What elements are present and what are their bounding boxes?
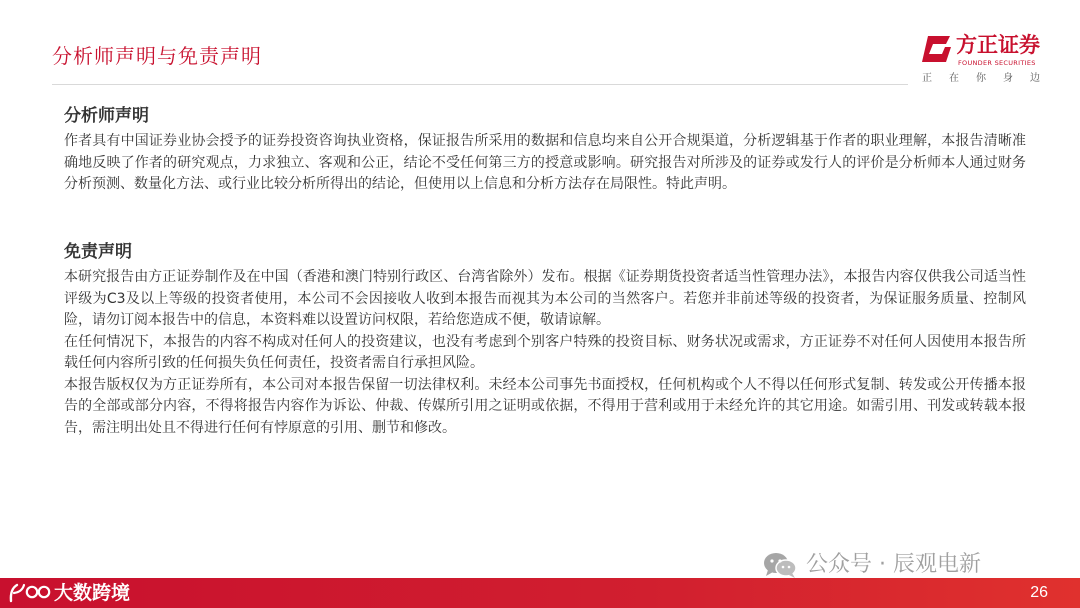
header-divider	[52, 84, 908, 85]
wechat-watermark	[762, 548, 1052, 582]
disclaimer-paragraph: 本研究报告由方正证券制作及在中国（香港和澳门特别行政区、台湾省除外）发布。根据《证券期货投资者适当性管理办法》，本报告内容仅供我公司适当性评级为C3及以上等级的投资者使用，本公司不会因接收人收到本报告而视其为本公司的当然客户。若您并非前述等级的投资者，为保证服务质量、控制风险，请勿订阅本报告中的信息，本资料难以设置访问权限，若给您造成不便，敬请谅解。	[64, 269, 1026, 328]
logo-english-name: FOUNDER SECURITIES	[958, 59, 1036, 67]
disclaimer-paragraph: 在任何情况下，本报告的内容不构成对任何人的投资建议，也没有考虑到个别客户特殊的投资目标、财务状况或需求，方正证券不对任何人因使用本报告所载任何内容所引致的任何损失负任何责任，投资者需自行承担风险。	[64, 333, 1026, 371]
analyst-statement-body	[64, 131, 1026, 196]
disclaimer-body	[64, 267, 1026, 439]
watermark-text: 公众号 · 辰观电新	[806, 552, 981, 577]
dashujingjing-logo-icon	[8, 581, 52, 605]
founder-securities-logo	[918, 28, 1058, 90]
disclaimer-paragraph: 本报告版权仅为方正证券所有，本公司对本报告保留一切法律权利。未经本公司事先书面授权，任何机构或个人不得以任何形式复制、转发或公开传播本报告的全部或部分内容，不得将报告内容作为诉讼、仲裁、传媒所引用之证明或依据，不得用于营利或用于未经允许的其它用途。如需引用、刊发或转载本报告，需注明出处且不得进行任何有悖原意的引用、删节和修改。	[64, 376, 1026, 436]
wechat-icon	[762, 551, 798, 579]
logo-slogan: 正在你身边	[922, 73, 1050, 84]
footer-brand	[8, 580, 178, 606]
logo-name: 方正证券	[956, 33, 1040, 57]
page-title: 分析师声明与免责声明	[52, 44, 262, 68]
analyst-statement-paragraph: 作者具有中国证券业协会授予的证券投资咨询执业资格，保证报告所采用的数据和信息均来自公开合规渠道，分析逻辑基于作者的职业理解，本报告清晰准确地反映了作者的研究观点，力求独立、客观和公正，结论不受任何第三方的授意或影响。研究报告对所涉及的证券或发行人的评价是分析师本人通过财务分析预测、数量化方法、或行业比较分析所得出的结论，但使用以上信息和分析方法存在局限性。特此声明。	[64, 133, 1026, 192]
analyst-statement-heading: 分析师声明	[64, 106, 149, 126]
page-number: 26	[1030, 584, 1048, 601]
footer-brand-text: 大数跨境	[54, 582, 131, 604]
disclaimer-heading: 免责声明	[64, 242, 132, 262]
footer-bar	[0, 578, 1080, 608]
founder-logo-icon	[920, 33, 954, 65]
